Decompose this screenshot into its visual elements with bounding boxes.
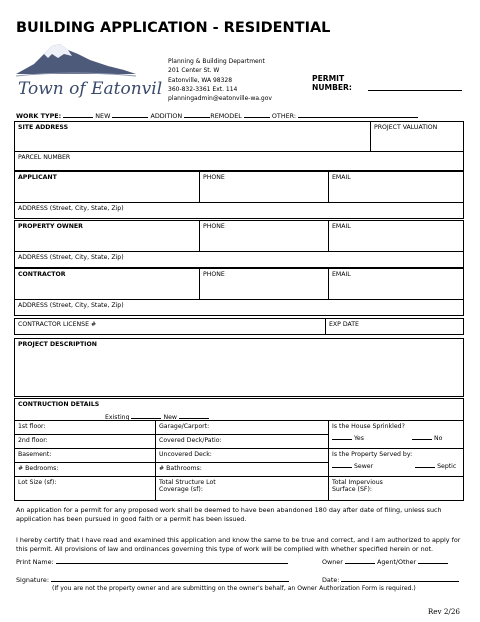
existing-label: Existing: [105, 414, 130, 421]
remodel-label: REMODEL: [210, 112, 242, 120]
exp-date-cell[interactable]: [326, 319, 464, 335]
contractor-email-label: EMAIL: [332, 271, 351, 278]
revision-label: Rev 2/26: [427, 607, 460, 616]
department-info: [168, 57, 272, 103]
license-cell[interactable]: [15, 319, 326, 335]
sprinkled-cell: [329, 421, 464, 449]
existing-blank[interactable]: [131, 411, 161, 419]
project-description-cell[interactable]: [15, 339, 464, 397]
site-address-label: SITE ADDRESS: [18, 124, 69, 131]
owner-cell[interactable]: [15, 221, 200, 252]
other-label: OTHER:: [271, 112, 297, 120]
applicant-address-cell[interactable]: [15, 203, 464, 219]
site-address-cell[interactable]: [15, 122, 371, 152]
existing-new-row: [105, 411, 209, 421]
form-title: BUILDING APPLICATION - RESIDENTIAL: [16, 20, 331, 36]
second-floor-cell[interactable]: [15, 435, 156, 449]
permit-line1: PERMIT: [312, 74, 345, 83]
project-valuation-cell[interactable]: [371, 122, 464, 152]
town-logo: [12, 40, 162, 100]
basement-cell[interactable]: [15, 449, 156, 463]
owner-phone-label: PHONE: [203, 223, 225, 230]
parcel-number-label: PARCEL NUMBER: [18, 154, 71, 161]
applicant-label: APPLICANT: [18, 174, 57, 181]
no-label: No: [433, 435, 443, 442]
other-blank[interactable]: [244, 110, 270, 118]
new-label: NEW: [95, 112, 111, 120]
parcel-number-cell[interactable]: [15, 152, 464, 171]
septic-blank[interactable]: [415, 460, 435, 468]
new-blank[interactable]: [63, 110, 93, 118]
print-name-label: Print Name:: [16, 558, 54, 566]
applicant-address-label: ADDRESS (Street, City, State, Zip): [18, 205, 124, 212]
dept-city: Eatonville, WA 98328: [168, 76, 233, 84]
second-floor-label: 2nd floor:: [18, 437, 48, 444]
permit-line2: NUMBER:: [312, 83, 352, 92]
structure-coverage-line1: Total Structure Lot: [159, 479, 216, 486]
impervious-line1: Total Impervious: [332, 479, 383, 486]
uncovered-deck-cell[interactable]: [156, 449, 329, 463]
addition-label: ADDITION: [150, 112, 183, 120]
new-construction-label: New: [163, 414, 177, 421]
bedrooms-label: # Bedrooms:: [18, 465, 59, 472]
new-construction-blank[interactable]: [179, 411, 209, 419]
abandonment-notice: An application for a permit for any proposed work shall be deemed to have been abandoned 180 day after date of filing, unless such application has been pursued in good faith or a permit has been issued.: [16, 506, 442, 524]
print-name-field[interactable]: [56, 556, 288, 564]
applicant-email-cell[interactable]: [329, 172, 464, 203]
agent-option-blank[interactable]: [418, 556, 448, 564]
project-description-label: PROJECT DESCRIPTION: [18, 341, 97, 348]
owner-phone-cell[interactable]: [200, 221, 329, 252]
owner-option-label: Owner: [322, 558, 343, 566]
construction-details-label: CONTRUCTION DETAILS: [18, 401, 100, 408]
dept-phone: 360-832-3361 Ext. 114: [168, 85, 238, 93]
owner-email-label: EMAIL: [332, 223, 351, 230]
other-field[interactable]: [298, 110, 418, 118]
bathrooms-label: # Bathrooms:: [159, 465, 202, 472]
sprinkled-no-blank[interactable]: [412, 432, 432, 440]
served-label: Is the Property Served by:: [332, 451, 413, 458]
dept-email: planningadmin@eatonville-wa.gov: [168, 95, 272, 103]
contractor-address-cell[interactable]: [15, 300, 464, 316]
septic-label: Septic: [437, 463, 457, 470]
owner-address-cell[interactable]: [15, 252, 464, 268]
sewer-label: Sewer: [353, 463, 374, 470]
sewer-blank[interactable]: [332, 460, 352, 468]
contractor-label: CONTRACTOR: [18, 271, 66, 278]
applicant-cell[interactable]: [15, 172, 200, 203]
construction-details-cell: [15, 399, 464, 421]
impervious-line2: Surface (SF):: [332, 486, 372, 493]
basement-label: Basement:: [18, 451, 52, 458]
date-field[interactable]: [341, 574, 459, 582]
bedrooms-cell[interactable]: [15, 463, 156, 477]
yes-label: Yes: [353, 435, 364, 442]
sprinkled-yes-blank[interactable]: [332, 432, 352, 440]
owner-label: PROPERTY OWNER: [18, 223, 83, 230]
dept-street: 201 Center St. W: [168, 67, 220, 75]
served-cell: [329, 449, 464, 477]
permit-number-label: [312, 74, 352, 92]
sprinkled-label: Is the House Sprinkled?: [332, 423, 405, 430]
applicant-phone-label: PHONE: [203, 174, 225, 181]
work-type-label: WORK TYPE:: [16, 112, 62, 120]
signature-field[interactable]: [51, 574, 289, 582]
uncovered-deck-label: Uncovered Deck:: [159, 451, 212, 458]
first-floor-label: 1st floor:: [18, 423, 46, 430]
owner-email-cell[interactable]: [329, 221, 464, 252]
license-label: CONTRACTOR LICENSE #: [18, 321, 97, 328]
logo-text: Town of Eatonville: [18, 79, 162, 99]
bathrooms-cell[interactable]: [156, 463, 329, 477]
permit-number-field[interactable]: [368, 90, 462, 91]
contractor-cell[interactable]: [15, 269, 200, 300]
signature-label: Signature:: [16, 576, 49, 584]
owner-address-label: ADDRESS (Street, City, State, Zip): [18, 254, 124, 261]
impervious-cell[interactable]: [329, 477, 464, 501]
agent-option-label: Agent/Other: [376, 558, 417, 566]
garage-cell[interactable]: [156, 421, 329, 435]
remodel-blank[interactable]: [184, 110, 210, 118]
first-floor-cell[interactable]: [15, 421, 156, 435]
covered-deck-cell[interactable]: [156, 435, 329, 449]
lot-size-cell[interactable]: [15, 477, 156, 501]
structure-coverage-line2: Coverage (sf):: [159, 486, 203, 493]
exp-date-label: EXP DATE: [329, 321, 359, 328]
print-name-row: [16, 556, 288, 567]
date-label: Date:: [322, 576, 340, 584]
project-valuation-label: PROJECT VALUATION: [374, 124, 438, 131]
contractor-address-label: ADDRESS (Street, City, State, Zip): [18, 302, 124, 309]
contractor-phone-cell[interactable]: [200, 269, 329, 300]
applicant-email-label: EMAIL: [332, 174, 351, 181]
structure-coverage-cell[interactable]: [156, 477, 329, 501]
lot-size-label: Lot Size (sf):: [18, 479, 57, 486]
contractor-phone-label: PHONE: [203, 271, 225, 278]
contractor-email-cell[interactable]: [329, 269, 464, 300]
work-type-row: [16, 110, 418, 120]
covered-deck-label: Covered Deck/Patio:: [159, 437, 222, 444]
owner-agent-row: [322, 556, 448, 567]
owner-option-blank[interactable]: [345, 556, 375, 564]
certification-statement: I hereby certify that I have read and examined this application and know the same to be true and correct, and I am authorized to apply for this permit. All provisions of law and ordinances governing this type of work will be complied with whether specified herein or not.: [16, 536, 461, 554]
garage-label: Garage/Carport:: [159, 423, 210, 430]
applicant-phone-cell[interactable]: [200, 172, 329, 203]
authorization-footnote: (If you are not the property owner and are submitting on the owner's behalf, an Owner Authorization Form is required.): [52, 585, 416, 592]
addition-blank[interactable]: [112, 110, 148, 118]
dept-name: Planning & Building Department: [168, 58, 265, 65]
